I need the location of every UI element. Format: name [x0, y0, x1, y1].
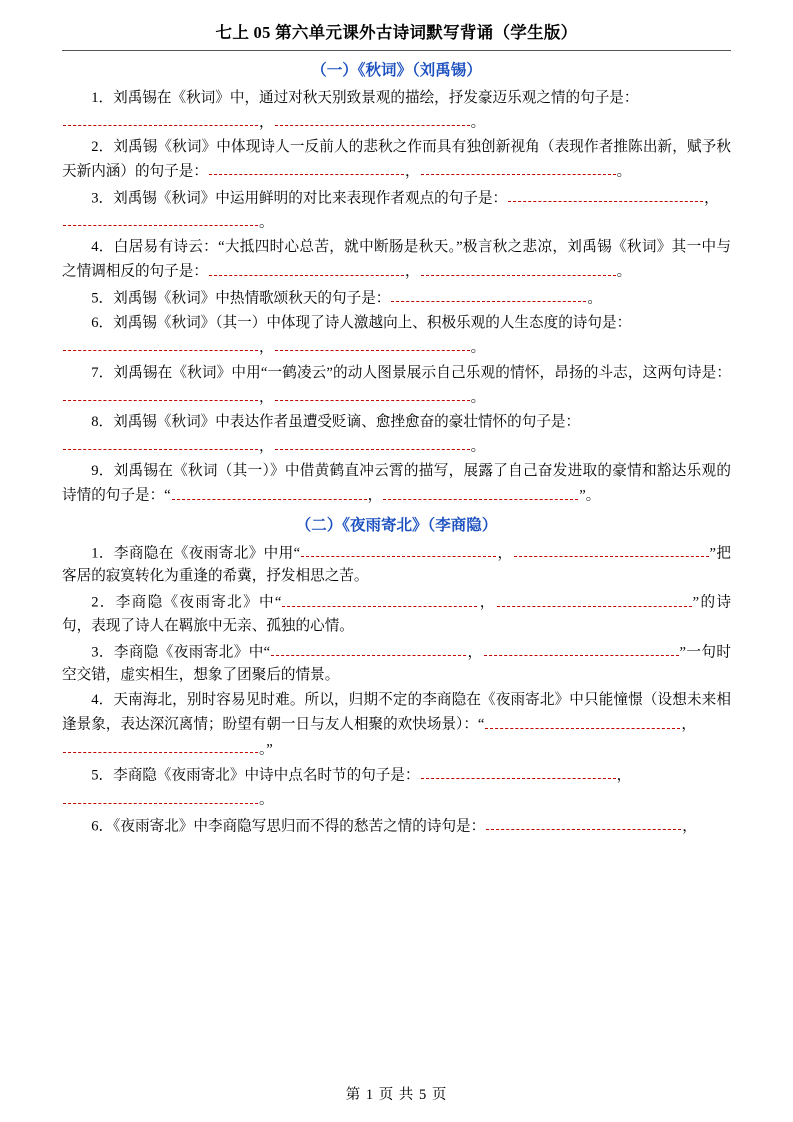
question-text: ，: [681, 716, 697, 733]
question-item: [62, 460, 731, 507]
question-text: ，: [404, 263, 420, 280]
answer-blank[interactable]: [486, 814, 681, 830]
answer-blank[interactable]: [209, 259, 404, 275]
question-text: 李商隐《夜雨寄北》中“: [115, 594, 282, 611]
question-text: ，: [259, 388, 274, 405]
question-text: ，: [497, 545, 513, 562]
footer-suffix: 页: [431, 1087, 448, 1103]
question-item: [62, 411, 731, 458]
question-item: [62, 186, 731, 235]
question-text: 。: [470, 388, 486, 405]
answer-blank[interactable]: [391, 286, 586, 302]
question-number: 5．: [91, 767, 114, 784]
question-text: 刘禹锡《秋词》中运用鲜明的对比来表现作者观点的句子是：: [113, 189, 508, 206]
question-number: 6．: [91, 818, 114, 835]
footer-page-number: 1: [365, 1087, 375, 1103]
question-number: 2．: [91, 594, 116, 611]
question-item: [62, 541, 731, 588]
answer-blank[interactable]: [63, 434, 258, 450]
question-text: 刘禹锡《秋词》中热情歌颂秋天的句子是：: [113, 290, 391, 307]
section-heading: （一）《秋词》（刘禹锡）: [311, 62, 482, 80]
answer-blank[interactable]: [275, 385, 470, 401]
document-body: [62, 59, 731, 838]
question-number: 1．: [91, 89, 114, 106]
page-footer: [0, 1083, 793, 1104]
question-number: 7．: [91, 364, 114, 381]
question-text: 。: [587, 290, 602, 307]
question-number: 5．: [91, 290, 114, 307]
answer-blank[interactable]: [63, 335, 258, 351]
question-text: ，: [259, 339, 274, 356]
question-text: 刘禹锡在《秋词》中，通过对秋天别致景观的描绘，抒发豪迈乐观之情的句子是：: [113, 89, 639, 106]
question-number: 3．: [91, 644, 114, 661]
question-text: 刘禹锡在《秋词》中用“一鹤凌云”的动人图景展示自己乐观的情怀，昂扬的斗志，这两句诗是：: [113, 364, 731, 381]
footer-prefix: 第: [345, 1087, 362, 1103]
answer-blank[interactable]: [275, 110, 470, 126]
question-number: 8．: [91, 413, 114, 430]
question-text: ，: [682, 818, 697, 835]
question-text: ”把客居的寂寞转化为重逢的希冀，抒发相思之苦。: [62, 545, 731, 585]
answer-blank[interactable]: [63, 110, 258, 126]
answer-blank[interactable]: [275, 434, 470, 450]
question-text: ，: [367, 487, 383, 504]
question-item: [62, 136, 731, 183]
question-item: [62, 590, 731, 637]
answer-blank[interactable]: [421, 259, 616, 275]
question-item: [62, 312, 731, 359]
question-item: [62, 236, 731, 283]
question-number: 3．: [91, 189, 114, 206]
question-text: 。: [259, 791, 274, 808]
question-number: 9．: [91, 463, 114, 480]
answer-blank[interactable]: [508, 186, 703, 202]
answer-blank[interactable]: [282, 590, 477, 606]
answer-blank[interactable]: [209, 159, 404, 175]
question-text: 。”: [259, 741, 273, 758]
question-text: 刘禹锡《秋词》中体现诗人一反前人的悲秋之作而具有独创新视角（表现作者推陈出新，赋予秋天新内涵）的句子是：: [62, 139, 731, 180]
question-text: ，: [704, 189, 719, 206]
question-text: 。: [259, 214, 274, 231]
question-text: 刘禹锡《秋词》中表达作者虽遭受贬谪、愈挫愈奋的豪壮情怀的句子是：: [113, 413, 581, 430]
answer-blank[interactable]: [63, 787, 258, 803]
question-number: 4．: [91, 692, 114, 709]
answer-blank[interactable]: [383, 483, 578, 499]
section-heading: （二）《夜雨寄北》（李商隐）: [295, 516, 498, 534]
answer-blank[interactable]: [514, 541, 709, 557]
question-text: ，: [259, 438, 274, 455]
question-text: ”。: [579, 487, 601, 504]
answer-blank[interactable]: [301, 541, 496, 557]
footer-total-pages: 5: [418, 1087, 428, 1103]
question-text: 天南海北，别时容易见时难。所以，归期不定的李商隐在《夜雨寄北》中只能憧憬（设想未来相逢景象，表达深沉离情；盼望有朝一日与友人相聚的欢快场景）：“: [62, 692, 731, 733]
question-text: 。: [470, 114, 486, 131]
question-text: 李商隐在《夜雨寄北》中用“: [113, 545, 301, 562]
question-text: 。: [616, 263, 632, 280]
question-text: 。: [470, 339, 486, 356]
question-text: 。: [470, 438, 486, 455]
question-text: 李商隐《夜雨寄北》中“: [113, 644, 271, 661]
answer-blank[interactable]: [485, 712, 680, 728]
title-divider: [62, 50, 731, 51]
question-text: 李商隐《夜雨寄北》中诗中点名时节的句子是：: [113, 767, 420, 784]
answer-blank[interactable]: [497, 590, 692, 606]
question-item: [62, 362, 731, 409]
answer-blank[interactable]: [63, 737, 258, 753]
question-item: [62, 689, 731, 761]
question-text: ，: [478, 594, 496, 611]
question-item: [62, 87, 731, 134]
question-text: ”的诗句，表现了诗人在羁旅中无亲、孤独的心情。: [62, 594, 731, 634]
question-item: [62, 640, 731, 687]
question-text: 刘禹锡在《秋词（其一）》中借黄鹤直冲云霄的描写，展露了自己奋发进取的豪情和豁达乐观的诗情的句子是：“: [62, 463, 731, 504]
question-text: ，: [467, 644, 483, 661]
question-number: 4．: [91, 239, 114, 256]
answer-blank[interactable]: [421, 763, 616, 779]
question-text: 刘禹锡《秋词》（其一）中体现了诗人激越向上、积极乐观的人生态度的诗句是：: [113, 315, 632, 332]
question-item: [62, 814, 731, 838]
question-text: ，: [404, 163, 420, 180]
question-item: [62, 286, 731, 310]
question-text: ，: [259, 114, 274, 131]
answer-blank[interactable]: [63, 385, 258, 401]
page-title: 七上 05 第六单元课外古诗词默写背诵（学生版）: [215, 23, 578, 42]
question-text: 《夜雨寄北》中李商隐写思归而不得的愁苦之情的诗句是：: [113, 818, 486, 835]
answer-blank[interactable]: [271, 640, 466, 656]
footer-middle: 页 共: [378, 1087, 415, 1103]
question-number: 2．: [91, 139, 114, 156]
question-item: [62, 763, 731, 812]
answer-blank[interactable]: [63, 210, 258, 226]
question-text: ，: [616, 767, 632, 784]
question-text: 白居易有诗云：“大抵四时心总苦，就中断肠是秋天。”极言秋之悲凉，刘禹锡《秋词》其一中与之情调相反的句子是：: [62, 239, 731, 280]
question-number: 6．: [91, 315, 114, 332]
answer-blank[interactable]: [484, 640, 679, 656]
question-text: ”一句时空交错，虚实相生，想象了团聚后的情景。: [62, 644, 731, 684]
answer-blank[interactable]: [172, 483, 367, 499]
answer-blank[interactable]: [421, 159, 616, 175]
question-text: 。: [616, 163, 632, 180]
answer-blank[interactable]: [275, 335, 470, 351]
question-number: 1．: [91, 545, 114, 562]
